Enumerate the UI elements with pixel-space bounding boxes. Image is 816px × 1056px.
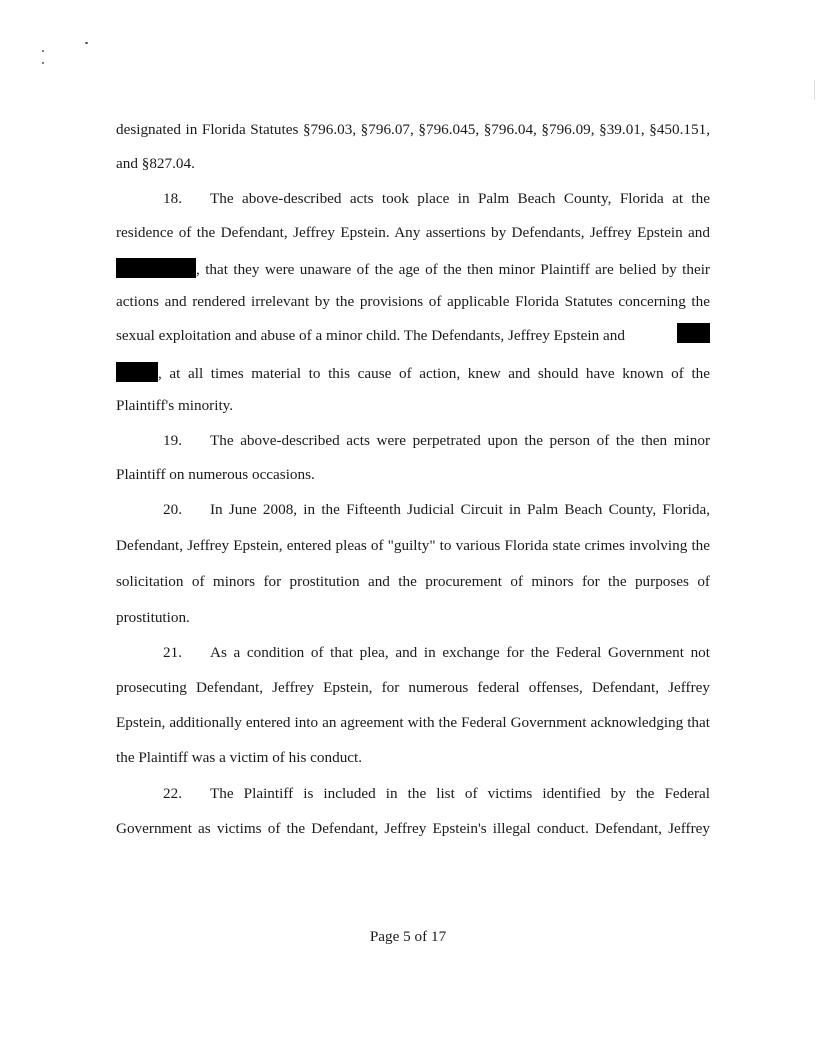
paragraph-number: 19.: [163, 432, 182, 449]
body-line: prosecuting Defendant, Jeffrey Epstein, for numerous federal offenses, Defendant, Jeffrey: [116, 679, 710, 696]
body-line-text: , that they were unaware of the age of the then minor Plaintiff are belied by their: [196, 261, 710, 278]
body-line: designated in Florida Statutes §796.03, §796.07, §796.045, §796.04, §796.09, §39.01, §450.151,: [116, 121, 710, 138]
paragraph-number: 18.: [163, 190, 182, 207]
body-line: and §827.04.: [116, 155, 195, 172]
body-line: prostitution.: [116, 609, 190, 626]
body-line-text: , at all times material to this cause of action, knew and should have known of the: [158, 365, 710, 382]
body-line: residence of the Defendant, Jeffrey Epstein. Any assertions by Defendants, Jeffrey Epstein and: [116, 224, 710, 241]
body-line: actions and rendered irrelevant by the provisions of applicable Florida Statutes concerning the: [116, 293, 710, 310]
body-line-redacted: [116, 362, 710, 383]
scan-speck: [42, 50, 44, 52]
redaction-block: [677, 323, 710, 343]
paragraph-text: In June 2008, in the Fifteenth Judicial Circuit in Palm Beach County, Florida,: [210, 501, 710, 518]
paragraph-text: The above-described acts were perpetrated upon the person of the then minor: [210, 432, 710, 449]
paragraph-text: The Plaintiff is included in the list of victims identified by the Federal: [210, 785, 710, 802]
scan-edge-mark: [814, 80, 815, 100]
scan-speck: [42, 62, 44, 64]
body-line: solicitation of minors for prostitution and the procurement of minors for the purposes of: [116, 573, 710, 590]
paragraph-text: As a condition of that plea, and in exchange for the Federal Government not: [210, 644, 710, 661]
page-number-footer: Page 5 of 17: [369, 928, 447, 945]
paragraph-20-line: [116, 501, 710, 519]
body-line-redacted: [116, 327, 710, 345]
body-line: Defendant, Jeffrey Epstein, entered pleas of "guilty" to various Florida state crimes involving the: [116, 537, 710, 554]
scan-speck: [85, 42, 88, 44]
paragraph-text: The above-described acts took place in Palm Beach County, Florida at the: [210, 190, 710, 207]
paragraph-22-line: [116, 785, 710, 803]
paragraph-19-line: [116, 432, 710, 450]
redaction-block: [116, 258, 196, 278]
paragraph-number: 22.: [163, 785, 182, 802]
redaction-block: [116, 362, 158, 382]
body-line-text: sexual exploitation and abuse of a minor child. The Defendants, Jeffrey Epstein and: [116, 327, 625, 344]
body-line: Epstein, additionally entered into an agreement with the Federal Government acknowledging that: [116, 714, 710, 731]
body-line-redacted: [116, 258, 710, 279]
body-line: Plaintiff's minority.: [116, 397, 234, 414]
paragraph-number: 20.: [163, 501, 182, 518]
body-line: the Plaintiff was a victim of his conduct.: [116, 749, 363, 766]
body-line: Plaintiff on numerous occasions.: [116, 466, 315, 483]
paragraph-number: 21.: [163, 644, 182, 661]
body-line: Government as victims of the Defendant, Jeffrey Epstein's illegal conduct. Defendant, Jeffrey: [116, 820, 710, 837]
paragraph-18-line: [116, 190, 710, 208]
paragraph-21-line: [116, 644, 710, 662]
